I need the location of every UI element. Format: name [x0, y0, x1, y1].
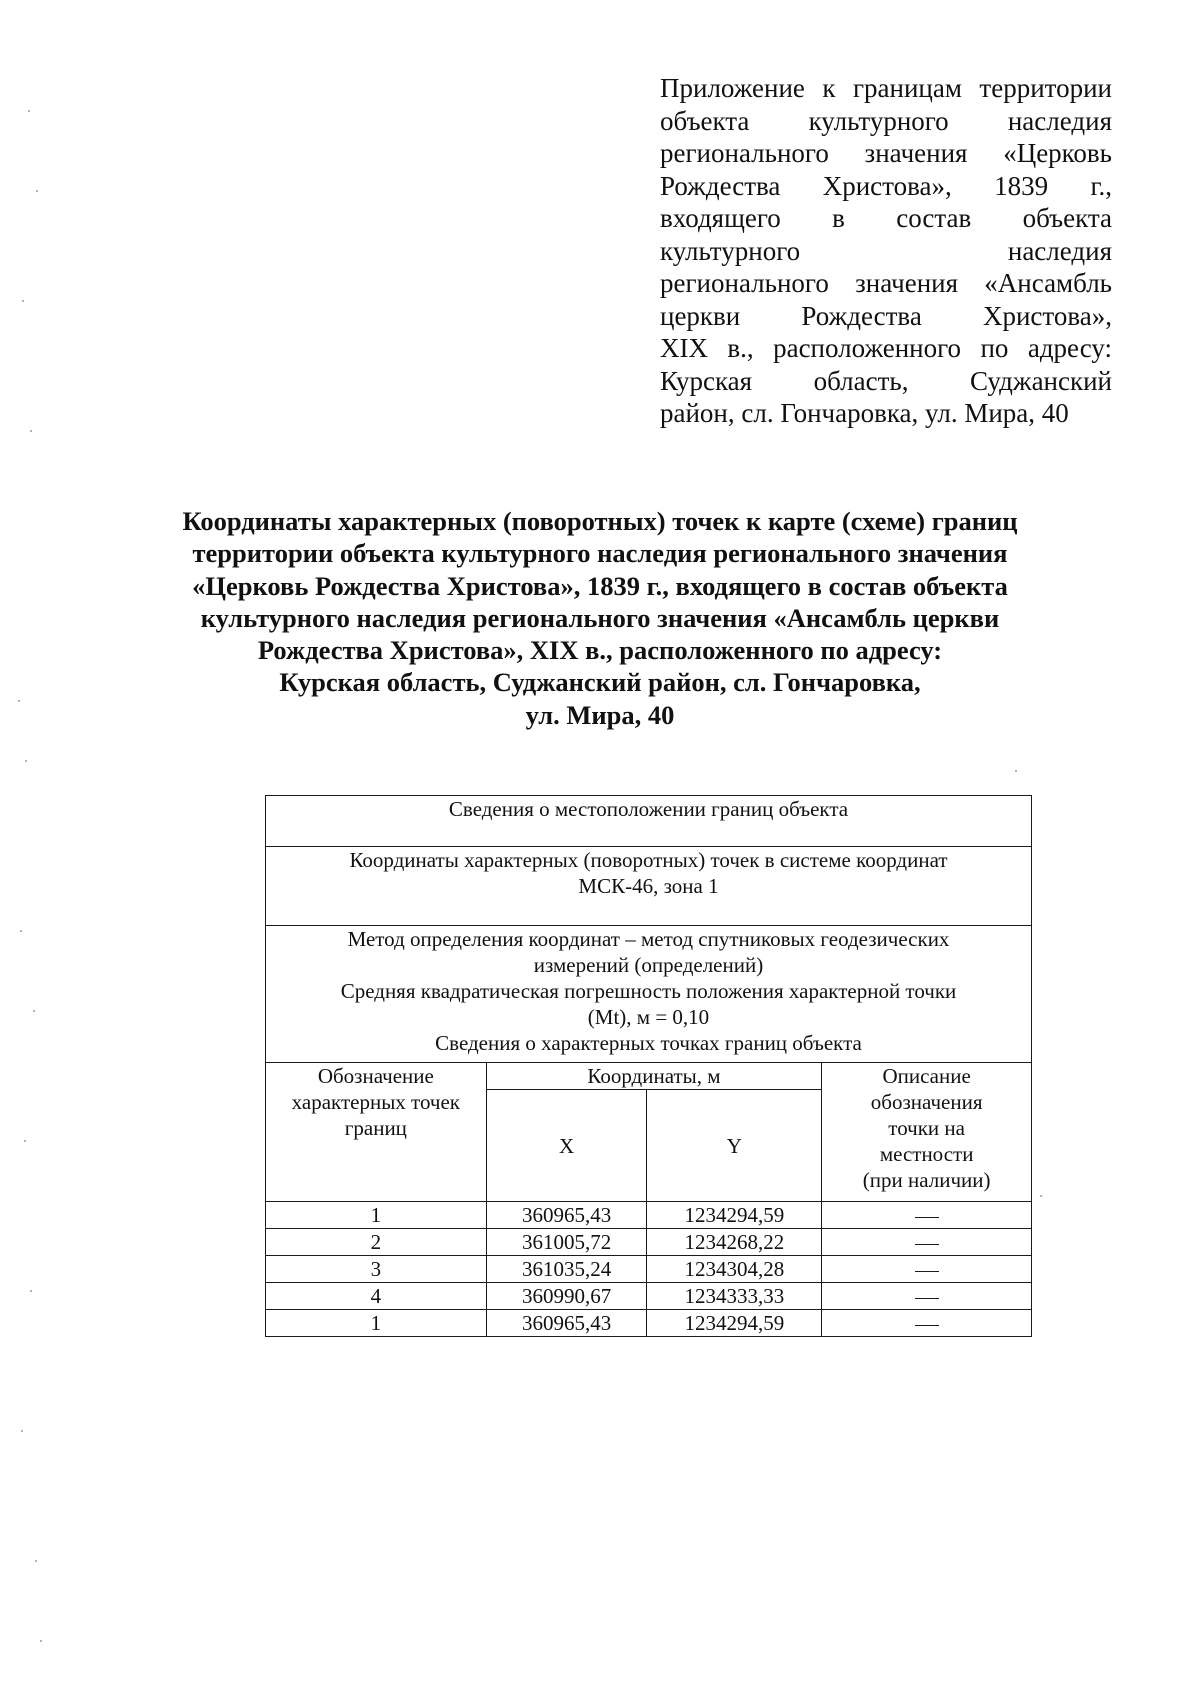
appendix-line: XIX в., расположенного по адресу: — [660, 333, 1112, 363]
appendix-line: Приложение к границам территории — [660, 73, 1112, 103]
y-cell: 1234268,22 — [647, 1229, 822, 1256]
appendix-line: район, сл. Гончаровка, ул. Мира, 40 — [660, 398, 1069, 428]
y-cell: 1234333,33 — [647, 1283, 822, 1310]
y-header: Y — [647, 1090, 822, 1202]
description-cell — [822, 1310, 1032, 1337]
coordinate-system-line: Координаты характерных (поворотных) точек в системе координат — [349, 848, 948, 872]
coordinate-system-cell — [266, 847, 1032, 926]
coordinates-header: Координаты, м — [486, 1063, 822, 1090]
title-line: культурного наследия регионального значения «Ансамбль церкви — [200, 602, 1000, 633]
y-cell: 1234294,59 — [647, 1202, 822, 1229]
table-row — [266, 1229, 1032, 1256]
method-line: Метод определения координат – метод спутниковых геодезических — [347, 927, 950, 951]
point-cell: 1 — [266, 1202, 487, 1229]
point-cell: 3 — [266, 1256, 487, 1283]
table-section-header-row — [266, 796, 1032, 847]
table-row — [266, 1283, 1032, 1310]
document-title — [150, 505, 1050, 731]
dash-mark — [915, 1325, 939, 1326]
x-cell: 360965,43 — [486, 1202, 647, 1229]
appendix-note — [660, 72, 1112, 430]
description-cell — [822, 1283, 1032, 1310]
title-line: «Церковь Рождества Христова», 1839 г., входящего в состав объекта — [192, 570, 1008, 601]
method-row — [266, 926, 1032, 1063]
title-line: Рождества Христова», XIX в., расположенного по адресу: — [257, 635, 943, 666]
appendix-line: объекта культурного наследия — [660, 105, 1112, 136]
x-cell: 360990,67 — [486, 1283, 647, 1310]
title-line: Координаты характерных (поворотных) точек к карте (схеме) границ — [182, 506, 1018, 536]
method-cell — [266, 926, 1032, 1063]
coordinate-system-row — [266, 847, 1032, 926]
column-header-row — [266, 1063, 1032, 1090]
designation-header: Обозначение характерных точек границ — [266, 1063, 487, 1202]
accuracy-line: (Mt), м = 0,10 — [587, 1005, 710, 1029]
appendix-line: Рождества Христова», 1839 г., — [660, 170, 1112, 201]
description-cell — [822, 1229, 1032, 1256]
appendix-line: регионального значения «Церковь — [660, 138, 1112, 168]
table-row — [266, 1310, 1032, 1337]
appendix-line: Курская область, Суджанский — [660, 365, 1112, 396]
coordinate-system-line: МСК-46, зона 1 — [578, 874, 719, 898]
description-cell — [822, 1256, 1032, 1283]
accuracy-line: Средняя квадратическая погрешность положения характерной точки — [340, 979, 957, 1003]
coordinates-table — [265, 795, 1032, 1337]
table-row — [266, 1202, 1032, 1229]
points-info-line: Сведения о характерных точках границ объекта — [435, 1031, 862, 1055]
description-header: Описание обозначения точки на местности (при наличии) — [822, 1063, 1032, 1202]
title-line: ул. Мира, 40 — [525, 699, 675, 730]
y-cell: 1234304,28 — [647, 1256, 822, 1283]
section-header-cell: Сведения о местоположении границ объекта — [266, 796, 1032, 847]
method-line: измерений (определений) — [533, 953, 764, 977]
dash-mark — [915, 1271, 939, 1272]
description-cell — [822, 1202, 1032, 1229]
dash-mark — [915, 1217, 939, 1218]
appendix-line: входящего в состав объекта — [660, 203, 1112, 233]
x-cell: 361035,24 — [486, 1256, 647, 1283]
appendix-line: культурного наследия — [660, 235, 1112, 266]
point-cell: 1 — [266, 1310, 487, 1337]
x-header: X — [486, 1090, 647, 1202]
x-cell: 361005,72 — [486, 1229, 647, 1256]
x-cell: 360965,43 — [486, 1310, 647, 1337]
appendix-line: регионального значения «Ансамбль — [660, 268, 1112, 298]
dash-mark — [915, 1298, 939, 1299]
point-cell: 2 — [266, 1229, 487, 1256]
table-row — [266, 1256, 1032, 1283]
title-line: территории объекта культурного наследия регионального значения — [192, 538, 1008, 569]
title-line: Курская область, Суджанский район, сл. Гончаровка, — [279, 667, 921, 698]
y-cell: 1234294,59 — [647, 1310, 822, 1337]
point-cell: 4 — [266, 1283, 487, 1310]
dash-mark — [915, 1244, 939, 1245]
appendix-line: церкви Рождества Христова», — [660, 300, 1112, 331]
